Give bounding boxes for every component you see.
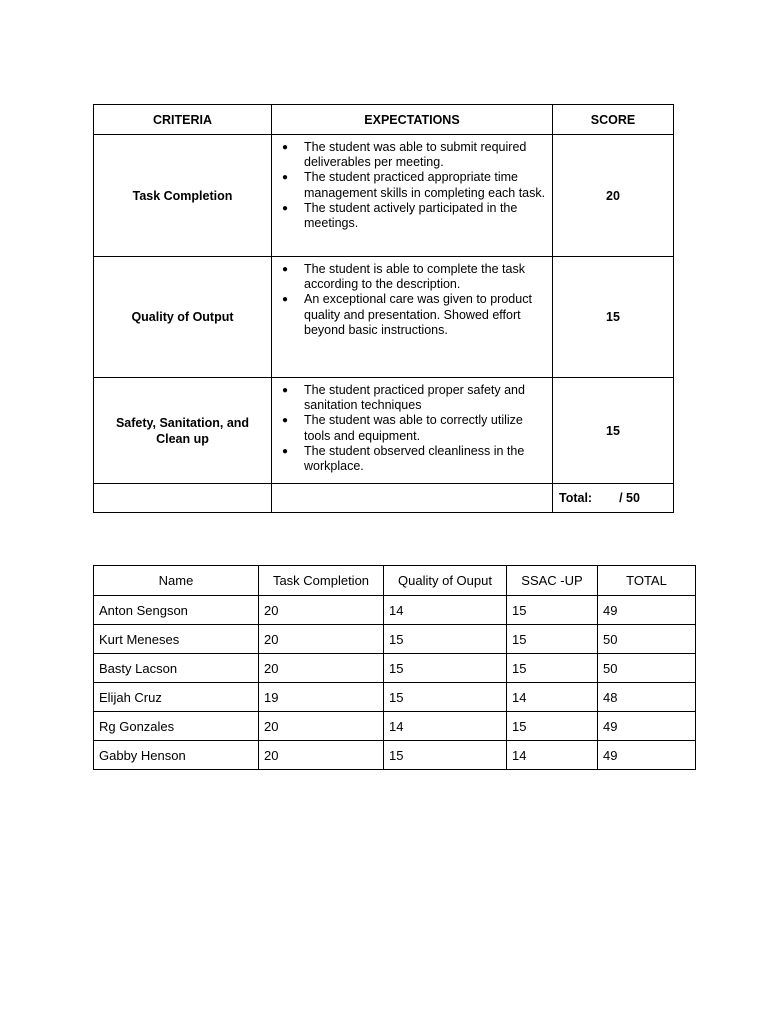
quality-cell: 15 bbox=[384, 654, 507, 683]
bullet-icon: ● bbox=[282, 415, 289, 427]
total-cell: 49 bbox=[598, 712, 696, 741]
table-row bbox=[94, 654, 696, 683]
criteria-cell: Safety, Sanitation, and Clean up bbox=[94, 378, 272, 484]
table-row bbox=[94, 683, 696, 712]
expectation-text: The student observed cleanliness in the workplace. bbox=[304, 443, 525, 474]
ssac-cell: 15 bbox=[507, 596, 598, 625]
task-completion-cell: 20 bbox=[259, 596, 384, 625]
bullet-icon: ● bbox=[282, 202, 289, 214]
expectation-item bbox=[282, 292, 546, 338]
scores-header-total: TOTAL bbox=[598, 566, 696, 596]
expectation-text: The student is able to complete the task according to the description. bbox=[304, 262, 525, 292]
quality-cell: 15 bbox=[384, 683, 507, 712]
expectation-text: The student was able to correctly utilize tools and equipment. bbox=[304, 413, 523, 443]
expectation-text: The student was able to submit required deliverables per meeting. bbox=[304, 140, 527, 170]
task-completion-cell: 20 bbox=[259, 654, 384, 683]
task-completion-cell: 20 bbox=[259, 712, 384, 741]
name-cell: Rg Gonzales bbox=[94, 712, 259, 741]
bullet-icon: ● bbox=[282, 385, 289, 396]
ssac-cell: 14 bbox=[507, 683, 598, 712]
task-completion-cell: 20 bbox=[259, 625, 384, 654]
bullet-icon: ● bbox=[282, 294, 289, 306]
expectation-text: The student actively participated in the meetings. bbox=[304, 200, 518, 231]
expectation-item bbox=[282, 170, 546, 200]
rubric-header-row bbox=[94, 105, 674, 135]
expectations-list bbox=[282, 262, 546, 338]
scores-header-quality: Quality of Ouput bbox=[384, 566, 507, 596]
total-cell: 48 bbox=[598, 683, 696, 712]
ssac-cell: 15 bbox=[507, 625, 598, 654]
total-cell: 50 bbox=[598, 654, 696, 683]
total-cell: 49 bbox=[598, 596, 696, 625]
criteria-cell: Task Completion bbox=[94, 135, 272, 257]
expectation-item bbox=[282, 383, 546, 413]
task-completion-cell: 20 bbox=[259, 741, 384, 770]
rubric-table bbox=[93, 104, 674, 513]
quality-cell: 14 bbox=[384, 712, 507, 741]
table-row bbox=[94, 625, 696, 654]
empty-cell bbox=[94, 484, 272, 513]
expectation-item bbox=[282, 140, 546, 170]
expectations-cell bbox=[272, 378, 553, 484]
score-cell: 15 bbox=[553, 378, 674, 484]
rubric-header-score: SCORE bbox=[553, 105, 674, 135]
expectations-list bbox=[282, 383, 546, 474]
table-row bbox=[94, 596, 696, 625]
scores-header-name: Name bbox=[94, 566, 259, 596]
criteria-cell: Quality of Output bbox=[94, 257, 272, 378]
empty-cell bbox=[272, 484, 553, 513]
quality-cell: 14 bbox=[384, 596, 507, 625]
total-cell: 50 bbox=[598, 625, 696, 654]
expectation-item bbox=[282, 413, 546, 443]
rubric-row-task-completion bbox=[94, 135, 674, 257]
name-cell: Elijah Cruz bbox=[94, 683, 259, 712]
bullet-icon: ● bbox=[282, 264, 289, 275]
total-label: Total: bbox=[559, 491, 593, 505]
ssac-cell: 14 bbox=[507, 741, 598, 770]
bullet-icon: ● bbox=[282, 445, 289, 457]
bullet-icon: ● bbox=[282, 172, 289, 184]
rubric-row-quality-of-output bbox=[94, 257, 674, 378]
expectation-item bbox=[282, 444, 546, 474]
rubric-header-criteria: CRITERIA bbox=[94, 105, 272, 135]
scores-table bbox=[93, 565, 696, 770]
expectation-text: The student practiced appropriate time management skills in completing each task. bbox=[304, 170, 546, 200]
bullet-icon: ● bbox=[282, 142, 289, 153]
quality-cell: 15 bbox=[384, 625, 507, 654]
total-cell: 49 bbox=[598, 741, 696, 770]
rubric-row-safety-sanitation bbox=[94, 378, 674, 484]
score-cell: 20 bbox=[553, 135, 674, 257]
quality-cell: 15 bbox=[384, 741, 507, 770]
rubric-total-row bbox=[94, 484, 674, 513]
scores-header-task-completion: Task Completion bbox=[259, 566, 384, 596]
task-completion-cell: 19 bbox=[259, 683, 384, 712]
scores-body bbox=[94, 596, 696, 770]
name-cell: Gabby Henson bbox=[94, 741, 259, 770]
expectations-cell bbox=[272, 257, 553, 378]
scores-header-ssac: SSAC -UP bbox=[507, 566, 598, 596]
expectations-cell bbox=[272, 135, 553, 257]
total-value: / 50 bbox=[619, 491, 640, 505]
table-row bbox=[94, 712, 696, 741]
expectation-text: An exceptional care was given to product quality and presentation. Showed effort beyond basic instructions. bbox=[304, 292, 532, 337]
expectation-item bbox=[282, 262, 546, 292]
table-row bbox=[94, 741, 696, 770]
name-cell: Anton Sengson bbox=[94, 596, 259, 625]
scores-header-row bbox=[94, 566, 696, 596]
expectation-text: The student practiced proper safety and sanitation techniques bbox=[304, 383, 525, 413]
total-cell bbox=[553, 484, 674, 513]
name-cell: Basty Lacson bbox=[94, 654, 259, 683]
ssac-cell: 15 bbox=[507, 654, 598, 683]
expectation-item bbox=[282, 201, 546, 231]
expectations-list bbox=[282, 140, 546, 231]
ssac-cell: 15 bbox=[507, 712, 598, 741]
name-cell: Kurt Meneses bbox=[94, 625, 259, 654]
rubric-header-expectations: EXPECTATIONS bbox=[272, 105, 553, 135]
score-cell: 15 bbox=[553, 257, 674, 378]
